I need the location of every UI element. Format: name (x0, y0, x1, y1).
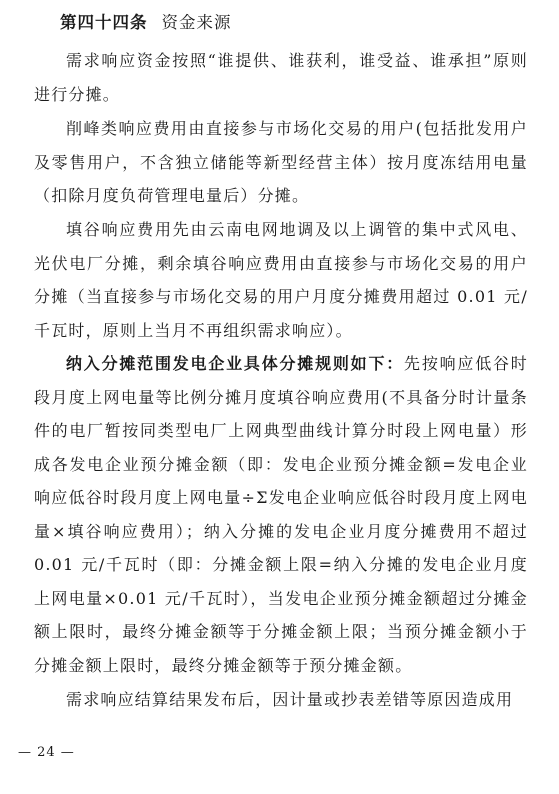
article-title: 资金来源 (161, 13, 232, 32)
paragraph-funding-principle: 需求响应资金按照“谁提供、谁获利，谁受益、谁承担”原则进行分摊。 (34, 51, 528, 104)
article-heading (60, 10, 232, 36)
page-number: — 24 — (18, 745, 75, 760)
paragraph-allocation-rules (34, 347, 528, 682)
allocation-rules-body: 先按响应低谷时段月度上网电量等比例分摊月度填谷响应费用(不具备分时计量条件的电厂暂按同类型电厂上网典型曲线计算分时段上网电量）形成各发电企业预分摊金额（即：发电企业预分摊金额=发电企业响应低谷时段月度上网电量÷Σ发电企业响应低谷时段月度上网电量×填谷响应费用）；纳入分摊的发电企业月度分摊费用不超过 0.01 元/千瓦时（即：分摊金额上限=纳入分摊的发电企业月度上网电量×0.01 元/千瓦时），当发电企业预分摊金额超过分摊金额上限时，最终分摊金额等于分摊金额上限；当预分摊金额小于分摊金额上限时，最终分摊金额等于预分摊金额。 (34, 354, 528, 675)
allocation-rules-lead: 纳入分摊范围发电企业具体分摊规则如下： (66, 354, 405, 373)
article-number: 第四十四条 (60, 13, 148, 32)
paragraph-peak-shaving-cost: 削峰类响应费用由直接参与市场化交易的用户(包括批发用户及零售用户，不含独立储能等新型经营主体）按月度冻结用电量（扣除月度负荷管理电量后）分摊。 (34, 119, 528, 205)
paragraph-valley-filling-cost: 填谷响应费用先由云南电网地调及以上调管的集中式风电、光伏电厂分摊，剩余填谷响应费用由直接参与市场化交易的用户分摊（当直接参与市场化交易的用户月度分摊费用超过 0.01 元/千瓦时，原则上当月不再组织需求响应）。 (34, 220, 528, 340)
paragraph-settlement-error: 需求响应结算结果发布后，因计量或抄表差错等原因造成用 (66, 690, 514, 709)
